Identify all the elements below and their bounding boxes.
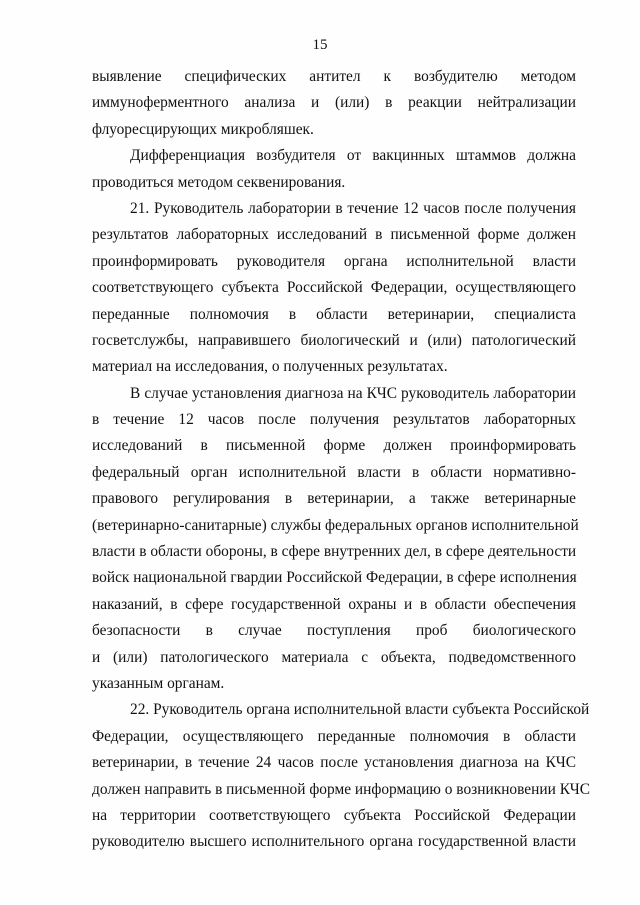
text-line: ветеринарии, в течение 24 часов после установления диагноза на КЧС [92, 754, 576, 772]
text-line: соответствующего субъекта Российской Федерации, осуществляющего [92, 279, 576, 297]
text-line: должен направить в письменной форме информацию о возникновении КЧС [92, 780, 591, 798]
text-line: войск национальной гвардии Российской Федерации, в сфере исполнения [92, 569, 577, 587]
text-line: в течение 12 часов после получения результатов лабораторных [92, 411, 576, 429]
text-line: переданные полномочия в области ветеринарии, специалиста [92, 305, 576, 323]
text-line: Дифференциация возбудителя от вакцинных штаммов должна [130, 147, 576, 165]
text-line: указанным органам. [92, 674, 225, 692]
page-number: 15 [312, 37, 328, 53]
text-line: федеральный орган исполнительной власти в области нормативно- [92, 463, 576, 481]
text-line: руководителю высшего исполнительного органа государственной власти [92, 833, 576, 851]
text-line: на территории соответствующего субъекта Российской Федерации [92, 806, 576, 824]
text-line: результатов лабораторных исследований в письменной форме должен [92, 226, 576, 244]
text-line: безопасности в случае поступления проб биологического [92, 622, 576, 640]
text-line: проинформировать руководителя органа исполнительной власти [92, 252, 576, 270]
text-line: иммуноферментного анализа и (или) в реакции нейтрализации [92, 94, 576, 112]
text-line: флуоресцирующих микробляшек. [92, 120, 314, 138]
text-line: госветслужбы, направившего биологический и (или) патологический [92, 331, 576, 349]
text-line: 22. Руководитель органа исполнительной власти субъекта Российской [130, 701, 590, 719]
text-line: Федерации, осуществляющего переданные полномочия в области [92, 727, 576, 745]
text-line: выявление специфических антител к возбудителю методом [92, 68, 576, 85]
text-line: (ветеринарно-санитарные) службы федеральных органов исполнительной [92, 516, 579, 534]
text-line: материал на исследования, о полученных результатах. [92, 358, 448, 376]
text-line: В случае установления диагноза на КЧС руководитель лаборатории [130, 384, 576, 402]
text-line: власти в области обороны, в сфере внутренних дел, в сфере деятельности [92, 543, 577, 561]
text-line: 21. Руководитель лаборатории в течение 12 часов после получения [130, 199, 576, 217]
text-line: правового регулирования в ветеринарии, а также ветеринарные [92, 490, 576, 508]
text-line: исследований в письменной форме должен проинформировать [92, 437, 576, 455]
text-line: и (или) патологического материала с объекта, подведомственного [92, 648, 576, 666]
text-line: проводиться методом секвенирования. [92, 173, 346, 191]
document-body [92, 64, 591, 856]
text-line: наказаний, в сфере государственной охраны и в области обеспечения [92, 595, 576, 613]
